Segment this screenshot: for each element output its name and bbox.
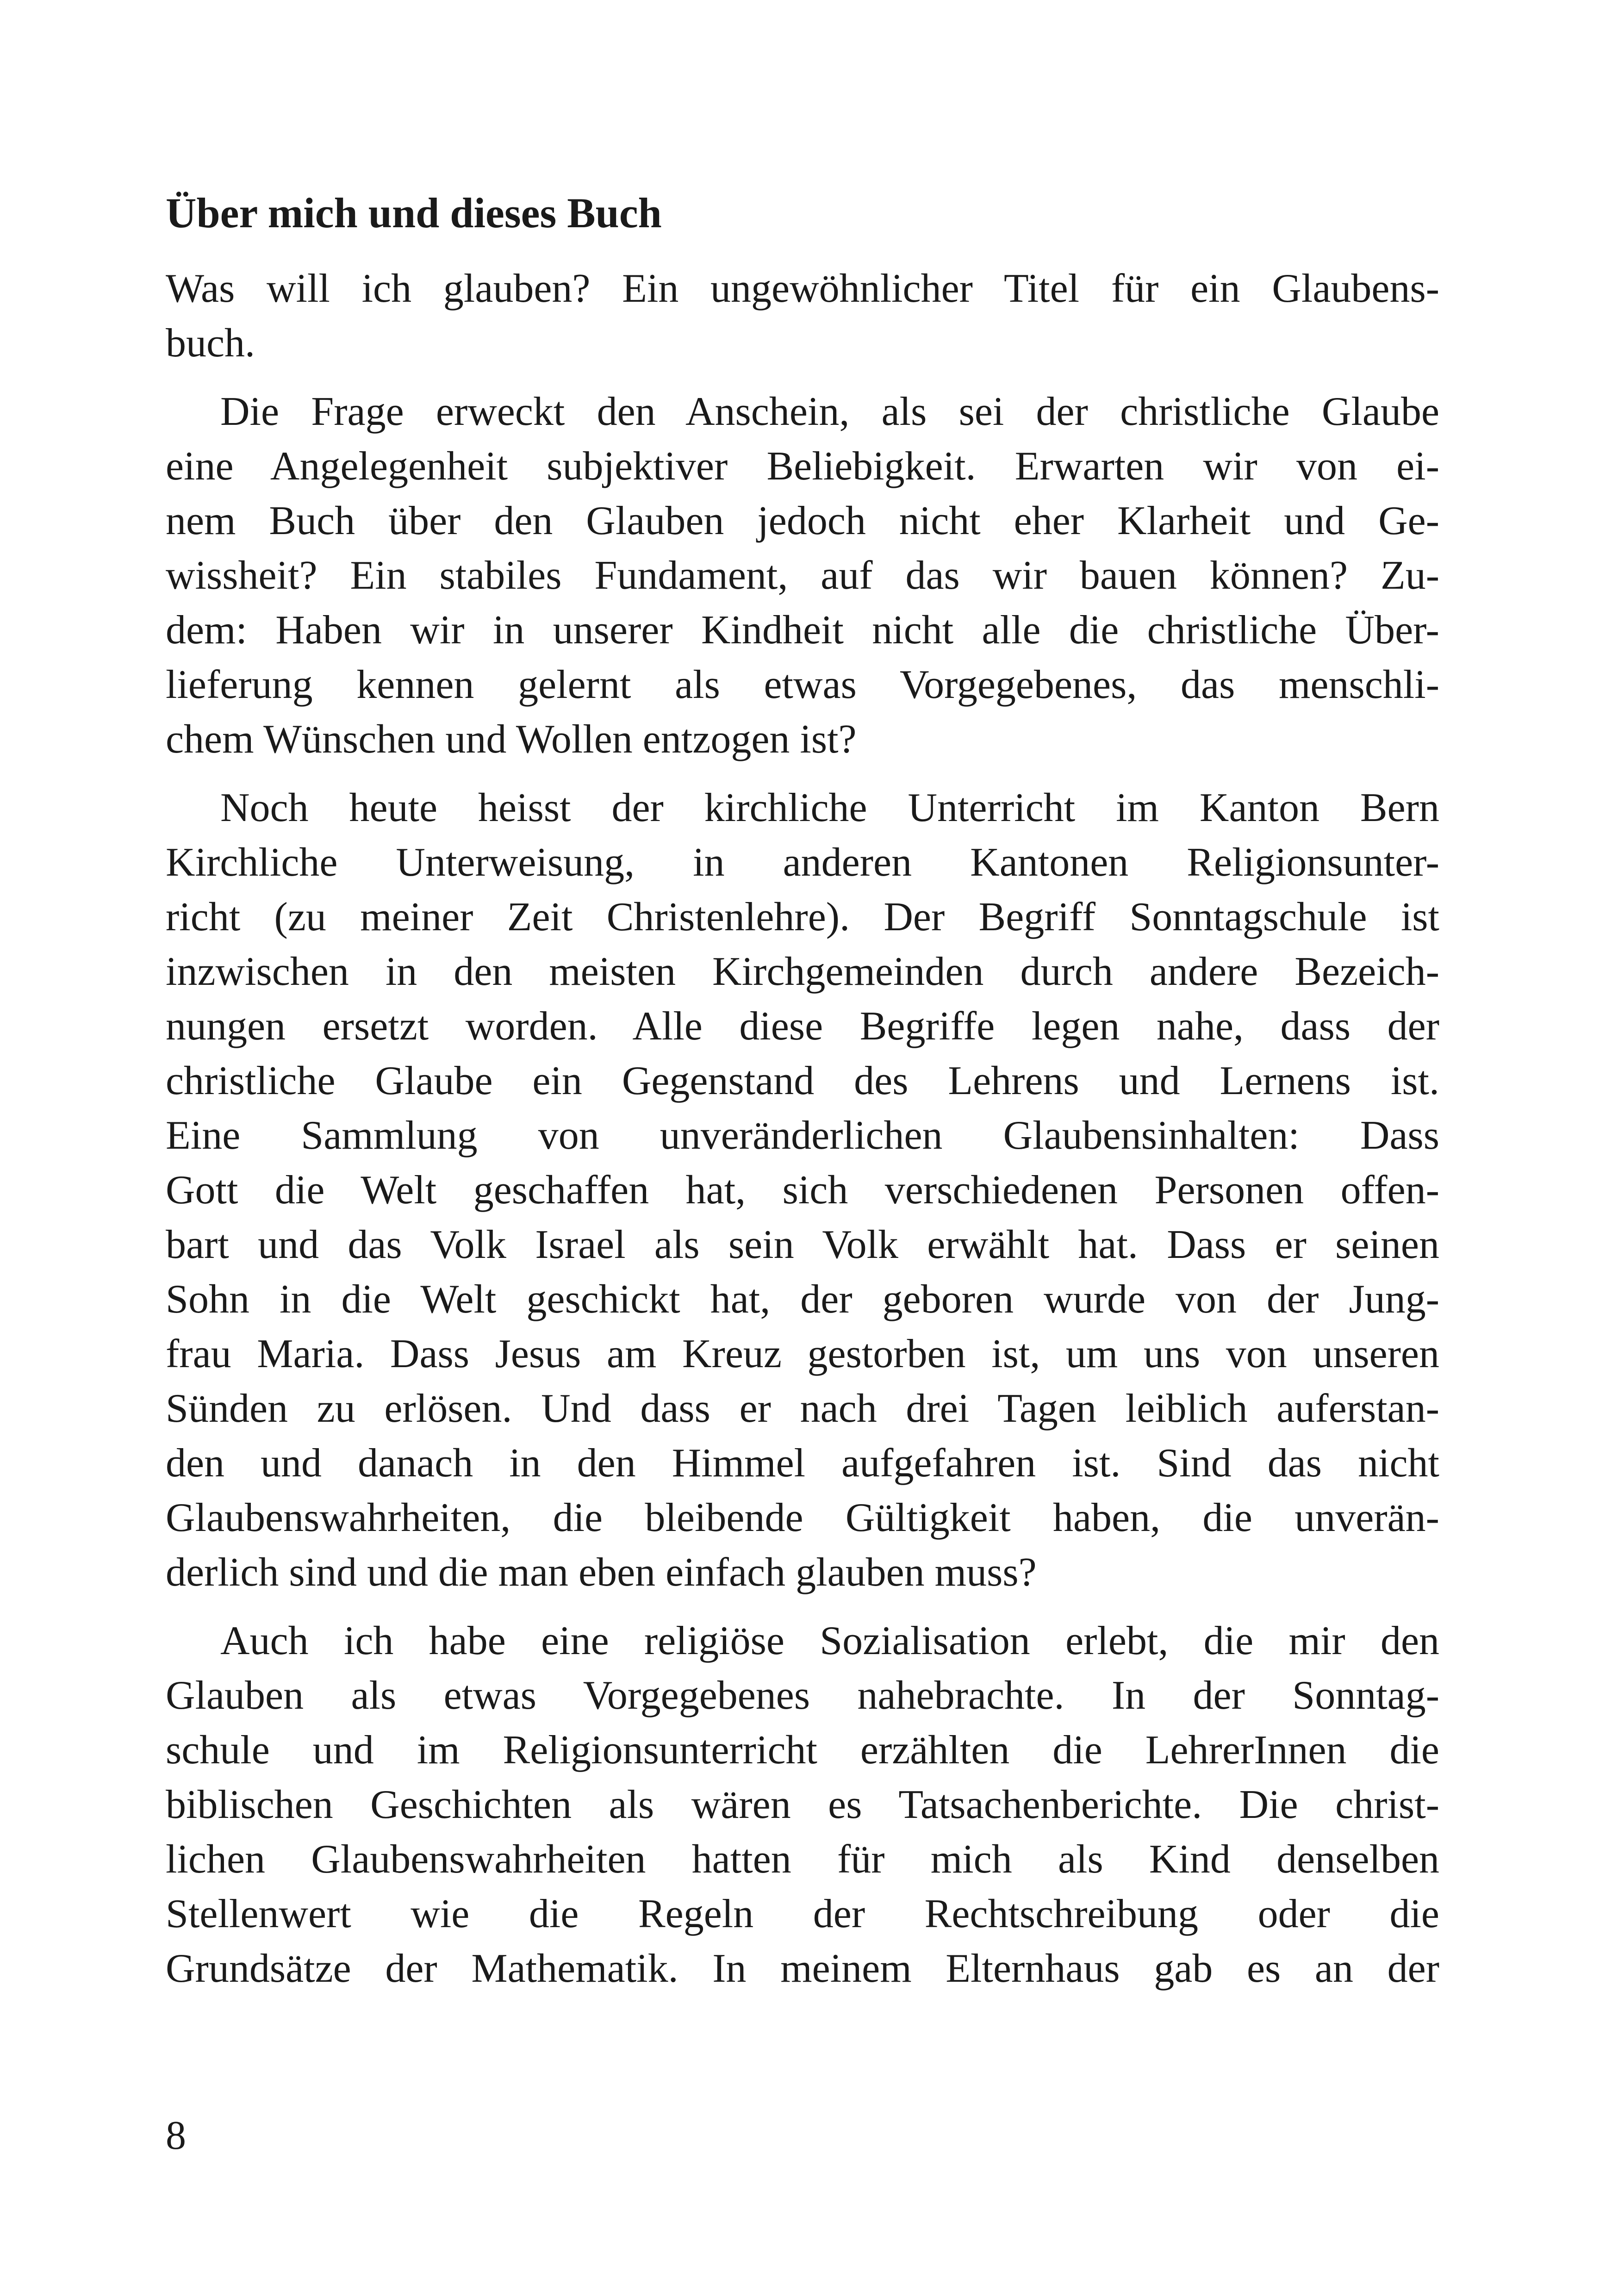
text-line: lichen Glaubenswahrheiten hatten für mich als Kind denselben (166, 1837, 1439, 1882)
text-line: christliche Glaube ein Gegenstand des Lehrens und Lernens ist. (166, 1058, 1439, 1103)
text-line: nem Buch über den Glauben jedoch nicht eher Klarheit und Ge- (166, 498, 1439, 543)
text-line: richt (zu meiner Zeit Christenlehre). Der Begriff Sonntagschule ist (166, 895, 1439, 940)
text-line: frau Maria. Dass Jesus am Kreuz gestorben ist, um uns von unseren (166, 1332, 1439, 1376)
paragraph-gap (166, 1600, 1439, 1614)
text-line: wissheit? Ein stabiles Fundament, auf das wir bauen können? Zu- (166, 553, 1439, 598)
paragraph-gap (166, 371, 1439, 385)
body-text (166, 261, 1439, 1996)
text-line: Glaubenswahrheiten, die bleibende Gültigkeit haben, die unverän- (166, 1495, 1439, 1540)
text-line: Kirchliche Unterweisung, in anderen Kantonen Religionsunter- (166, 840, 1439, 885)
text-line: schule und im Religionsunterricht erzählten die LehrerInnen die (166, 1728, 1439, 1773)
text-line: inzwischen in den meisten Kirchgemeinden durch andere Bezeich- (166, 949, 1439, 994)
text-line: Was will ich glauben? Ein ungewöhnlicher Titel für ein Glaubens- (166, 266, 1439, 311)
text-line: Eine Sammlung von unveränderlichen Glaubensinhalten: Dass (166, 1113, 1439, 1158)
text-line: bart und das Volk Israel als sein Volk erwählt hat. Dass er seinen (166, 1222, 1439, 1267)
text-line: chem Wünschen und Wollen entzogen ist? (166, 717, 857, 762)
paragraph-gap (166, 767, 1439, 781)
text-line: Noch heute heisst der kirchliche Unterricht im Kanton Bern (220, 785, 1439, 830)
section-heading: Über mich und dieses Buch (166, 189, 662, 236)
text-line: Gott die Welt geschaffen hat, sich verschiedenen Personen offen- (166, 1168, 1439, 1213)
text-line: Grundsätze der Mathematik. In meinem Elternhaus gab es an der (166, 1946, 1439, 1991)
text-line: derlich sind und die man eben einfach glauben muss? (166, 1550, 1037, 1595)
page-number: 8 (166, 2113, 186, 2158)
text-line: Stellenwert wie die Regeln der Rechtschreibung oder die (166, 1892, 1439, 1936)
text-line: Die Frage erweckt den Anschein, als sei der christliche Glaube (220, 389, 1439, 434)
text-line: Auch ich habe eine religiöse Sozialisation erlebt, die mir den (220, 1618, 1439, 1663)
text-line: buch. (166, 321, 255, 366)
text-line: nungen ersetzt worden. Alle diese Begriffe legen nahe, dass der (166, 1004, 1439, 1049)
text-line: Sohn in die Welt geschickt hat, der geboren wurde von der Jung- (166, 1277, 1439, 1322)
text-line: Glauben als etwas Vorgegebenes nahebrachte. In der Sonntag- (166, 1673, 1439, 1718)
text-line: dem: Haben wir in unserer Kindheit nicht alle die christliche Über- (166, 608, 1439, 653)
text-line: Sünden zu erlösen. Und dass er nach drei Tagen leiblich auferstan- (166, 1386, 1439, 1431)
text-line: biblischen Geschichten als wären es Tatsachenberichte. Die christ- (166, 1782, 1439, 1827)
text-line: eine Angelegenheit subjektiver Beliebigkeit. Erwarten wir von ei- (166, 444, 1439, 489)
text-line: den und danach in den Himmel aufgefahren ist. Sind das nicht (166, 1441, 1439, 1486)
text-line: lieferung kennen gelernt als etwas Vorgegebenes, das menschli- (166, 662, 1439, 707)
